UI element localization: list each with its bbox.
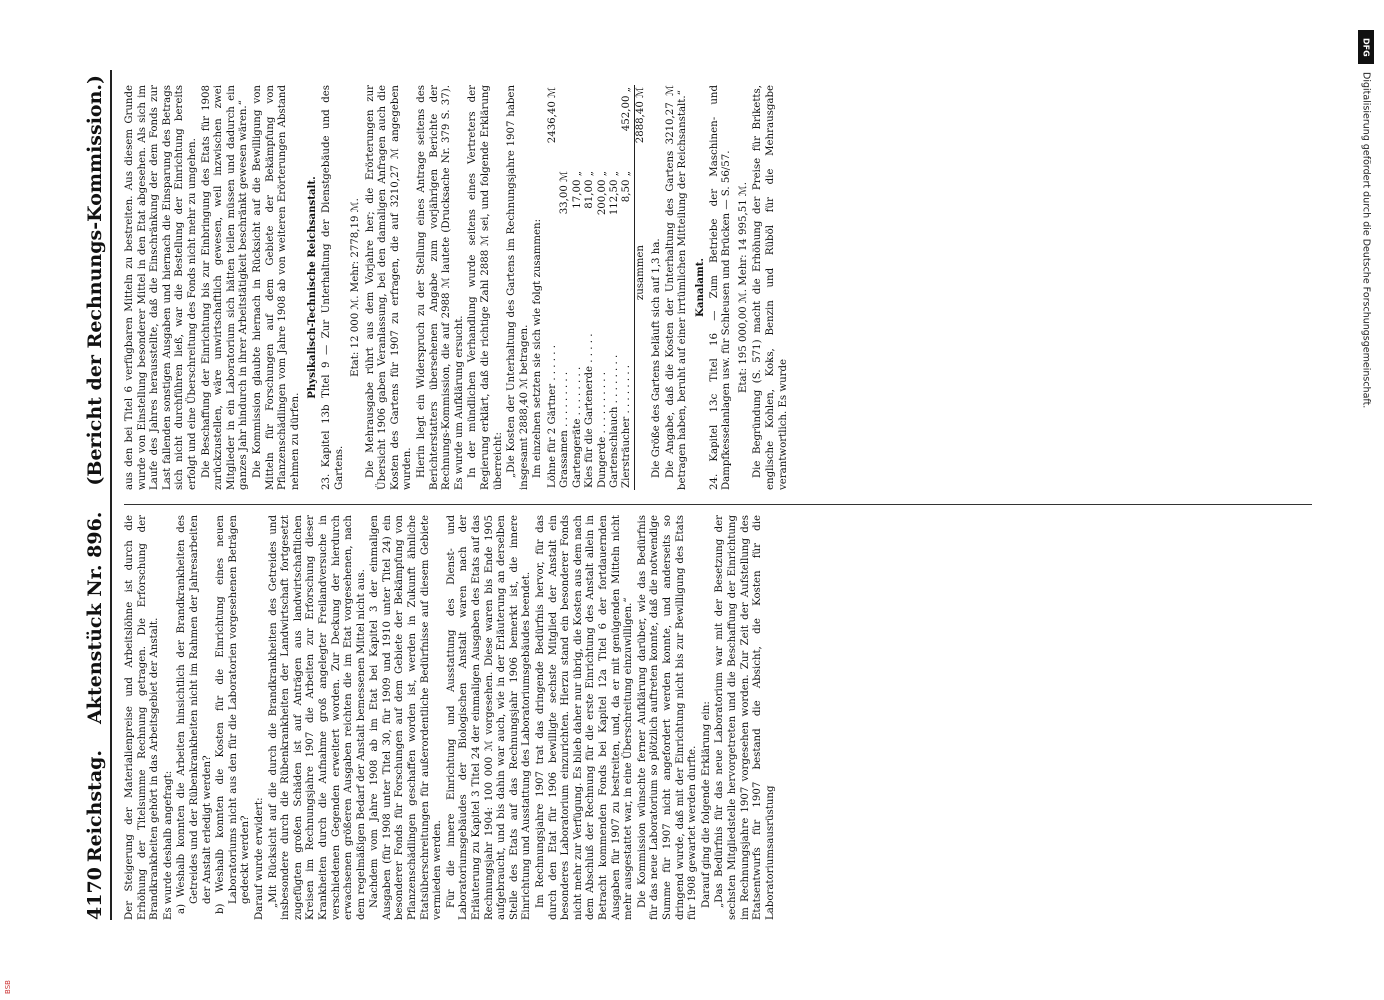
cost-value: 8,50 „ xyxy=(621,171,633,203)
right-column-intro xyxy=(124,85,302,490)
cost-label: Gartenschlauch . . . . . . . . xyxy=(609,354,621,488)
left-column-paragraph: Nachdem vom Jahre 1908 ab im Etat bei Kapitel 3 der einmaligen Ausgaben (für 1908 unter Titel 30, für 1909 und 1910 unter Titel 24) ein besonderer Fonds für Forschungen auf dem Gebiete der Bekämpfung von Pflanzenschädlingen geschaffen worden ist, werden in Zukunft ähnliche Etatsüberschreitungen für außerordentliche Bedürfnisse auf diesem Gebiete vermieden werden. xyxy=(369,515,444,920)
cost-label: Löhne für 2 Gärtner . . . . . . xyxy=(547,345,558,488)
garden-cost-row xyxy=(559,85,571,490)
cost-value: 17,00 „ xyxy=(571,171,583,209)
dfg-logo: DFG xyxy=(1358,30,1374,64)
section1-paragraph: Im einzelnen setzten sie sich wie folgt zusammen: xyxy=(532,218,544,478)
section1-paragraphs xyxy=(365,85,545,490)
cost-total xyxy=(584,85,596,169)
cost-value: 33,00 ℳ xyxy=(559,171,571,215)
cost-value: 112,50 „ xyxy=(609,171,621,216)
garden-cost-row xyxy=(597,85,609,490)
entry-24: 24. Kapitel 13c Titel 16 — Zum Betriebe der Maschinen- und Dampfkesselanlagen usw. für Schleusen und Brücken — S. 56/57. xyxy=(708,85,733,490)
left-column-paragraph: Der Steigerung der Materialienpreise und Arbeitslöhne ist durch die Erhöhung der Titelsumme Rechnung getragen. Die Erforschung der Brandkrankheiten gehört in das Arbeitsgebiet der Anstalt. xyxy=(124,515,161,920)
left-column-paragraph: Im Rechnungsjahre 1907 trat das dringende Bedürfnis hervor, für das durch den Etat für 1906 bewilligte sechste Mitglied der Anstalt ein besonderes Laboratorium einzurichten. Hierzu stand ein besonderer Fonds nicht mehr zur Verfügung. Es blieb daher nur übrig, die Kosten aus dem nach dem Abschluß der Rechnung für die erste Einrichtung des Anstalt allein in Betracht kommenden Fonds bei Kapitel 12a Titel 6 der fortdauernden Ausgaben für 1907 zu bestreiten, und, da er mit genügenden Mitteln nicht mehr ausgestattet war, in eine Überschreitung einzuwilligen.“ xyxy=(535,515,635,920)
section-heading-reichsanstalt: Physikalisch-Technische Reichsanstalt. xyxy=(306,176,319,399)
section2-paragraphs xyxy=(752,85,790,490)
etat-23: Etat: 12 000 ℳ. Mehr: 2778,19 ℳ. xyxy=(350,198,362,377)
cost-total: 452,00 „ xyxy=(621,87,633,132)
sum-value: 2888,40 ℳ xyxy=(634,85,647,169)
garden-cost-sum-row xyxy=(634,85,647,490)
cost-total: 2436,40 ℳ xyxy=(547,87,558,144)
left-column-paragraph: Die Kommission wünschte ferner Aufklärung darüber, wie das Bedürfnis für das neue Laboratorium so plötzlich auftreten konnte, daß die notwendige Summe für 1907 nicht angefordert werden konnte, und anderseits so dringend wurde, daß mit der Einrichtung nicht bis zur Bewilligung des Etats für 1908 gewartet werden durfte. xyxy=(636,515,699,920)
section1-paragraph: Die Mehrausgabe rührt aus dem Vorjahre her; die Erörterungen zur Übersicht 1906 gaben Veranlassung, bei den damaligen Anfragen auch die Kosten des Gartens für 1907 zu erfragen, die auf 3210,27 ℳ angegeben wurden. xyxy=(364,85,414,490)
left-column-paragraph: Darauf wurde erwidert: xyxy=(253,797,265,920)
section1-paragraph: „Die Kosten der Unterhaltung des Gartens im Rechnungsjahre 1907 haben insgesamt 2888,40 ℳ betragen. xyxy=(506,85,530,490)
left-column-paragraph: Es wurde deshalb angefragt: xyxy=(162,770,174,920)
section2-paragraph: Die Begründung (S. 571) macht die Erhöhung der Preise für Briketts, englische Kohlen, Koks, Benzin und Rüböl für die Mehrausgabe verantwortlich. Es wurde xyxy=(752,85,789,490)
rotated-content xyxy=(52,50,1332,950)
garden-cost-row xyxy=(572,85,584,490)
page-header xyxy=(80,70,112,920)
page-number: 4170 xyxy=(84,867,106,920)
cost-value xyxy=(547,169,559,243)
cost-label: Ziersträucher . . . . . . . . xyxy=(621,364,633,488)
cost-total xyxy=(559,85,571,169)
cost-label: Kies für die Gartenerde . . . . . xyxy=(584,333,596,488)
digitization-sidebar xyxy=(1356,30,1376,960)
digitization-credit: Digitalisierung gefördert durch die Deutsche Forschungsgemeinschaft. xyxy=(1360,72,1372,409)
cost-value: 81,00 „ xyxy=(584,171,596,209)
right-column xyxy=(124,85,1312,490)
cost-label: Grassamen . . . . . . . . . xyxy=(559,371,571,488)
header-document-number: Aktenstück Nr. 896. xyxy=(84,511,106,724)
etat-24: Etat: 195 000,00 ℳ. Mehr: 14 995,51 ℳ. xyxy=(737,181,749,394)
scanned-page xyxy=(52,50,1332,950)
left-column xyxy=(124,515,1312,920)
cost-label: Dungerde . . . . . . . . . . xyxy=(596,371,608,488)
section1-after xyxy=(651,85,690,490)
garden-cost-row xyxy=(609,85,621,490)
header-report-title: (Bericht der Rechnungs-Kommission.) xyxy=(84,74,106,486)
left-column-paragraph: „Mit Rücksicht auf die durch die Brandkrankheiten des Getreides und insbesondere durch die Rübenkrankheiten der Landwirtschaft fortgesetzt zugefügten großen Schäden ist auf Anträgen aus landwirtschaftlichen Kreisen im Rechnungsjahre 1907 die Arbeiten zur Erforschung dieser Krankheiten durch die Aufnahme groß angelegter Freilandversuche in verschiedenen Gegenden erweitert worden. Zur Deckung der hierdurch erwachsenen größeren Ausgaben reichten die im Etat vorgesehenen, nach dem regelmäßigen Bedarf der Anstalt bemessenen Mittel nicht aus. xyxy=(267,515,367,920)
left-column-paragraph: Darauf ging die folgende Erklärung ein: xyxy=(700,701,712,908)
sum-label: zusammen xyxy=(634,243,647,490)
section1-after-paragraph: Die Größe des Gartens beläuft sich auf 1,3 ha. xyxy=(651,238,663,478)
cost-value: 200,00 „ xyxy=(596,171,608,216)
left-column-paragraph: a) Weshalb konnten die Arbeiten hinsichtlich der Brandkrankheiten des Getreides und der Rübenkrankheiten nicht im Rahmen der Jahresarbeiten der Anstalt erledigt werden? xyxy=(176,515,213,914)
cost-label: Gartengeräte . . . . . . . . xyxy=(571,366,583,488)
right-column-paragraph: aus den bei Titel 6 verfügbaren Mitteln zu bestreiten. Aus diesem Grunde wurde von Einstellung besonderer Mittel in den Etat abgesehen. Als sich im Laufe des Jahres herausstellte, daß die Einschränkung der dem Fonds zur Last fallenden sonstigen Ausgaben und hiernach die Einsparung des Betrags sich nicht durchführen ließ, war die Bestellung der Einrichtung bereits erfolgt und eine Überschreitung des Fonds nicht mehr zu umgehen. xyxy=(124,85,198,490)
left-column-paragraph: b) Weshalb konnten die Kosten für die Einrichtung eines neuen Laboratoriums nicht aus den für die Laboratorien vorgesehenen Beträgen gedeckt werden? xyxy=(215,515,252,914)
header-reichstag: Reichstag. xyxy=(84,749,106,863)
library-mark: BSB xyxy=(4,980,12,994)
garden-cost-row xyxy=(584,85,596,490)
garden-cost-row xyxy=(547,85,559,490)
garden-cost-row xyxy=(621,85,634,490)
cost-total xyxy=(572,85,584,169)
section1-paragraph: Hierin liegt ein Widerspruch zu der Stellung eines Antrage seitens des Berichterstatters übersehenen Angabe zum vorjährigen Berichte der Rechnungs-Kommission, die auf 2988 ℳ lautete (Drucksache Nr. 379 S. 37). Es wurde um Aufklärung ersucht. xyxy=(416,85,465,490)
section-heading-kanalamt: Kanalamt. xyxy=(694,258,707,317)
cost-total xyxy=(609,85,621,169)
cost-total xyxy=(597,85,609,169)
column-divider xyxy=(124,504,1312,505)
right-column-paragraph: Die Beschaffung der Einrichtung bis zur Einbringung des Etats für 1908 zurückzustellen, wäre unwirtschaftlich gewesen, weil inzwischen zwei Mitglieder in ein Laboratorium sich hätten teilen müssen und dadurch ein ganzes Jahr hindurch in ihrer Arbeitstätigkeit beschränkt gewesen wären.“ xyxy=(200,85,250,490)
left-column-paragraph: „Das Bedürfnis für das neue Laboratorium war mit der Besetzung der sechsten Mitgliedstelle hervorgetreten und die Beschaffung der Einrichtung im Rechnungsjahre 1907 vorgesehen worden. Zur Zeit der Aufstellung des Etatsentwurfs für 1907 bestand die Absicht, die Kosten für die Laboratoriumsausrüstung xyxy=(714,515,776,920)
right-column-paragraph: Die Kommission glaubte hiernach in Rücksicht auf die Bewilligung von Mitteln für Forschungen auf dem Gebiete der Bekämpfung von Pflanzenschädlingen vom Jahre 1908 ab von weiteren Erörterungen Abstand nehmen zu dürfen. xyxy=(251,85,301,490)
entry-23: 23. Kapitel 13b Titel 9 — Zur Unterhaltung der Dienstgebäude und des Gartens. xyxy=(320,85,345,490)
section1-paragraph: In der mündlichen Verhandlung wurde seitens eines Vertreters der Regierung erklärt, daß die richtige Zahl 2888 ℳ sei, und folgende Erklärung überreicht: xyxy=(467,85,504,490)
section1-after-paragraph: Die Angabe, daß die Kosten der Unterhaltung des Gartens 3210,27 ℳ betragen haben, beruht auf einer irrtümlichen Mitteilung der Reichsanstalt.“ xyxy=(664,85,689,490)
left-column-paragraph: Für die innere Einrichtung und Ausstattung des Dienst- und Laboratoriumsgebäudes der Biologischen Anstalt waren nach der Erläuterung zu Kapitel 3 Titel 24 der einmaligen Ausgaben des Etats auf das Rechnungsjahr 1904: 100 000 ℳ vorgesehen. Diese waren bis Ende 1905 aufgebraucht, und bis dahin war auch, wie in der Erläuterung an derselben Stelle des Etats auf das Rechnungsjahr 1906 bemerkt ist, die innere Einrichtung und Ausstattung des Laboratoriumsgebäudes beendet. xyxy=(445,515,533,920)
garden-cost-table xyxy=(547,85,647,490)
